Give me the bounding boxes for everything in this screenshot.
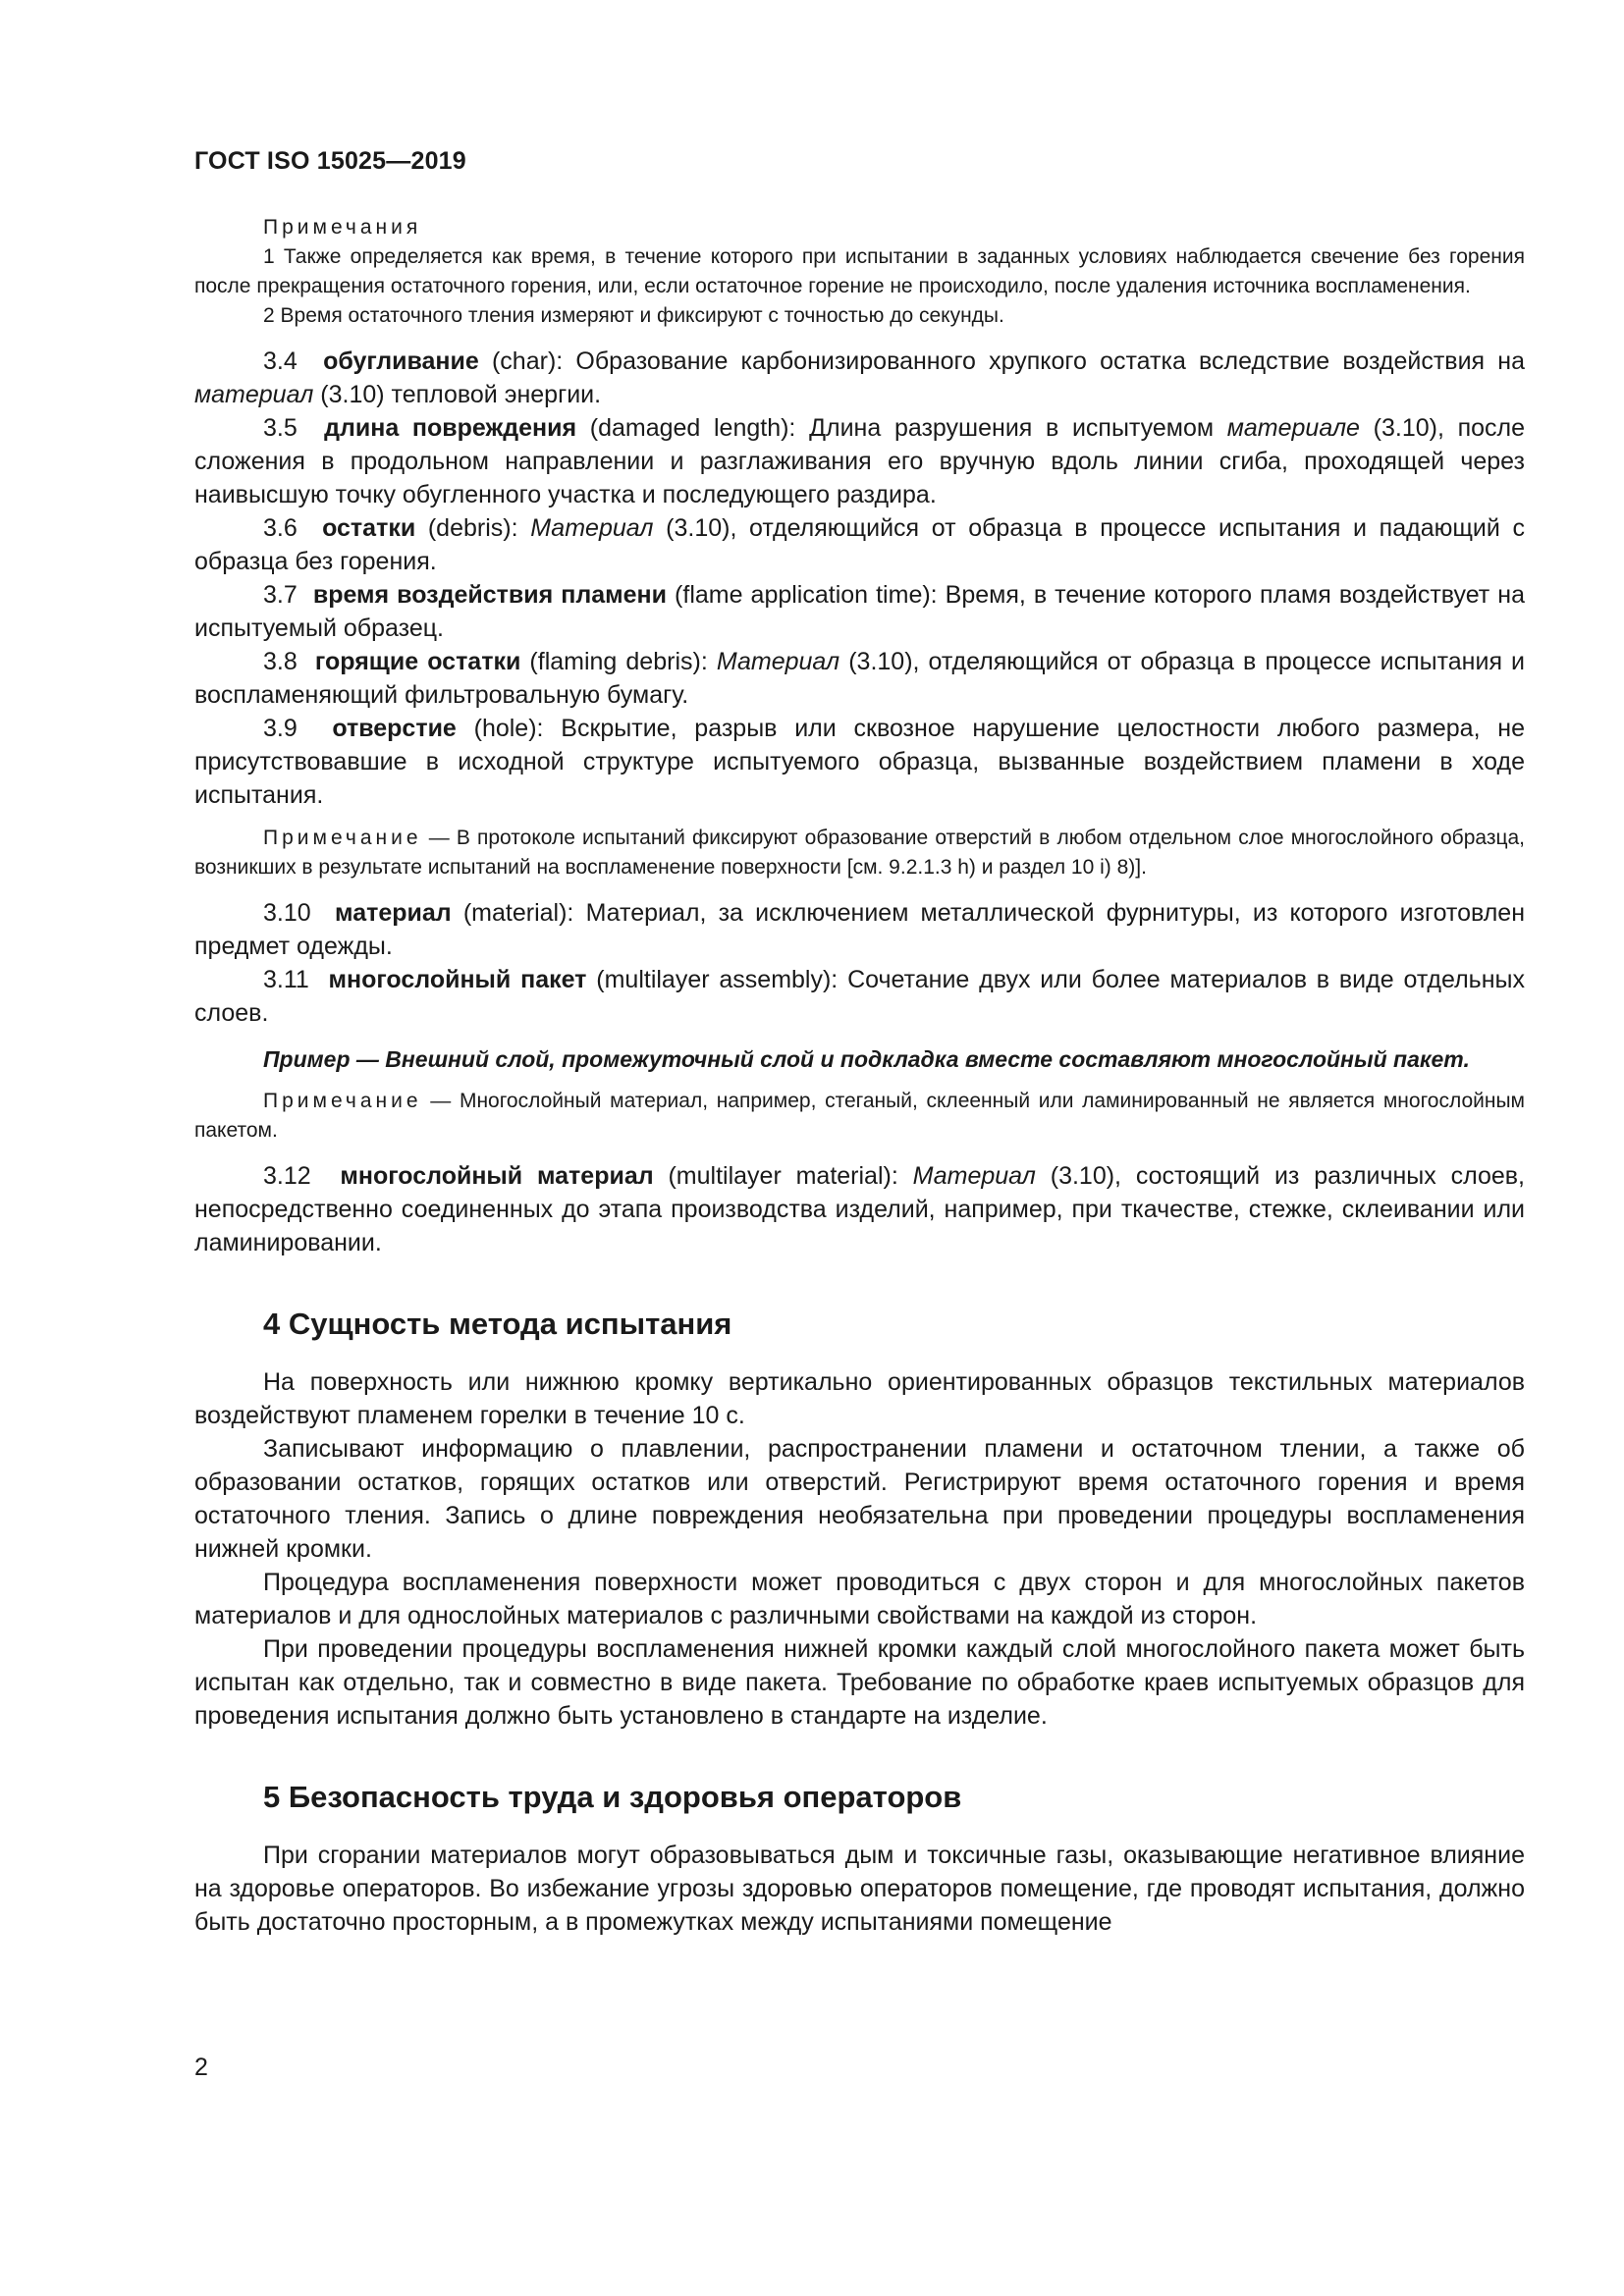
page-number: 2	[194, 2054, 208, 2081]
term: обугливание	[323, 347, 479, 375]
definition-3-8: 3.8 горящие остатки (flaming debris): Материал (3.10), отделяющийся от образца в процессе испытания и воспламеняющий фильтровальную бумагу.	[194, 648, 1526, 709]
definition-3-10: 3.10 материал (material): Материал, за исключением металлической фурнитуры, из которого изготовлен предмет одежды.	[194, 899, 1525, 960]
term: многослойный материал	[340, 1162, 654, 1190]
definition-3-11: 3.11 многослойный пакет (multilayer assembly): Сочетание двух или более материалов в виде отдельных слоев.	[194, 966, 1525, 1027]
definitions-block-3	[194, 1159, 1525, 1259]
note-item: 2 Время остаточного тления измеряют и фиксируют с точностью до секунды.	[263, 304, 1004, 327]
definitions-block-2	[194, 896, 1525, 1030]
definitions-block	[194, 345, 1525, 812]
term: остатки	[322, 514, 416, 542]
note-item: 1 Также определяется как время, в течение которого при испытании в заданных условиях наблюдается свечение без горения после прекращения остаточного горения, или, если остаточное горение не происходило, после удаления источника воспламенения.	[194, 245, 1525, 297]
definition-3-4: 3.4 обугливание (char): Образование карбонизированного хрупкого остатка вследствие воздействия на материал (3.10) тепловой энергии.	[194, 347, 1525, 408]
note-label: Примечание	[263, 827, 422, 849]
definition-3-6: 3.6 остатки (debris): Материал (3.10), отделяющийся от образца в процессе испытания и падающий с образца без горения.	[194, 514, 1525, 575]
term: отверстие	[332, 715, 457, 742]
notes-block	[194, 213, 1525, 331]
definition-3-12: 3.12 многослойный материал (multilayer material): Материал (3.10), состоящий из различных слоев, непосредственно соединенных до этапа производства изделий, например, при ткачестве, стежке, склеивании или ламинировании.	[194, 1162, 1526, 1256]
definition-3-7: 3.7 время воздействия пламени (flame application time): Время, в течение которого пламя воздействует на испытуемый образец.	[194, 581, 1525, 642]
notes-title: Примечания	[263, 216, 422, 239]
definition-3-5: 3.5 длина повреждения (damaged length): Длина разрушения в испытуемом материале (3.10), после сложения в продольном направлении и разглаживания его вручную вдоль линии сгиба, проходящей через наивысшую точку обугленного участка и последующего раздира.	[194, 414, 1526, 508]
term: время воздействия пламени	[312, 581, 667, 609]
paragraph: На поверхность или нижнюю кромку вертикально ориентированных образцов текстильных материалов воздействуют пламенем горелки в течение 10 с.	[194, 1368, 1525, 1429]
paragraph: Процедура воспламенения поверхности может проводиться с двух сторон и для многослойных пакетов материалов и для однослойных материалов с различными свойствами на каждой из сторон.	[194, 1569, 1525, 1629]
section-5-body	[194, 1839, 1525, 1939]
document-page	[194, 147, 1525, 1939]
term: многослойный пакет	[328, 966, 587, 993]
section-5-title: 5 Безопасность труда и здоровья операторов	[263, 1780, 962, 1814]
term: горящие остатки	[314, 648, 521, 675]
definition-3-9: 3.9 отверстие (hole): Вскрытие, разрыв или сквозное нарушение целостности любого размера, не присутствовавшие в исходной структуре испытуемого образца, вызванные воздействием пламени в ходе испытания.	[194, 715, 1525, 809]
term: материал	[335, 899, 452, 927]
note-text: — Многослойный материал, например, стеганый, склеенный или ламинированный не является многослойным пакетом.	[194, 1090, 1525, 1142]
term: длина повреждения	[324, 414, 577, 442]
note-label: Примечание	[263, 1090, 422, 1112]
paragraph: Записывают информацию о плавлении, распространении пламени и остаточном тлении, а также об образовании остатков, горящих остатков или отверстий. Регистрируют время остаточного горения и время остаточного тления. Запись о длине повреждения необязательна при проведении процедуры воспламенения нижней кромки.	[194, 1435, 1525, 1563]
document-header: ГОСТ ISO 15025—2019	[194, 147, 466, 175]
paragraph: При сгорании материалов могут образовываться дым и токсичные газы, оказывающие негативное влияние на здоровье операторов. Во избежание угрозы здоровью операторов помещение, где проводят испытания, должно быть достаточно просторным, а в промежутках между испытаниями помещение	[194, 1842, 1525, 1936]
note-text: — В протоколе испытаний фиксируют образование отверстий в любом отдельном слое многослойного образца, возникших в результате испытаний на воспламенение поверхности [см. 9.2.1.3 h) и раздел 10 i) 8)].	[194, 827, 1525, 879]
section-4-body	[194, 1365, 1525, 1733]
note-holes	[194, 824, 1525, 882]
paragraph: При проведении процедуры воспламенения нижней кромки каждый слой многослойного пакета может быть испытан как отдельно, так и совместно в виде пакета. Требование по обработке краев испытуемых образцов для проведения испытания должно быть установлено в стандарте на изделие.	[194, 1635, 1525, 1730]
section-4-title: 4 Сущность метода испытания	[263, 1307, 732, 1341]
example-text: Пример — Внешний слой, промежуточный слой и подкладка вместе составляют многослойный пакет.	[263, 1046, 1470, 1072]
note-multilayer	[194, 1087, 1525, 1146]
